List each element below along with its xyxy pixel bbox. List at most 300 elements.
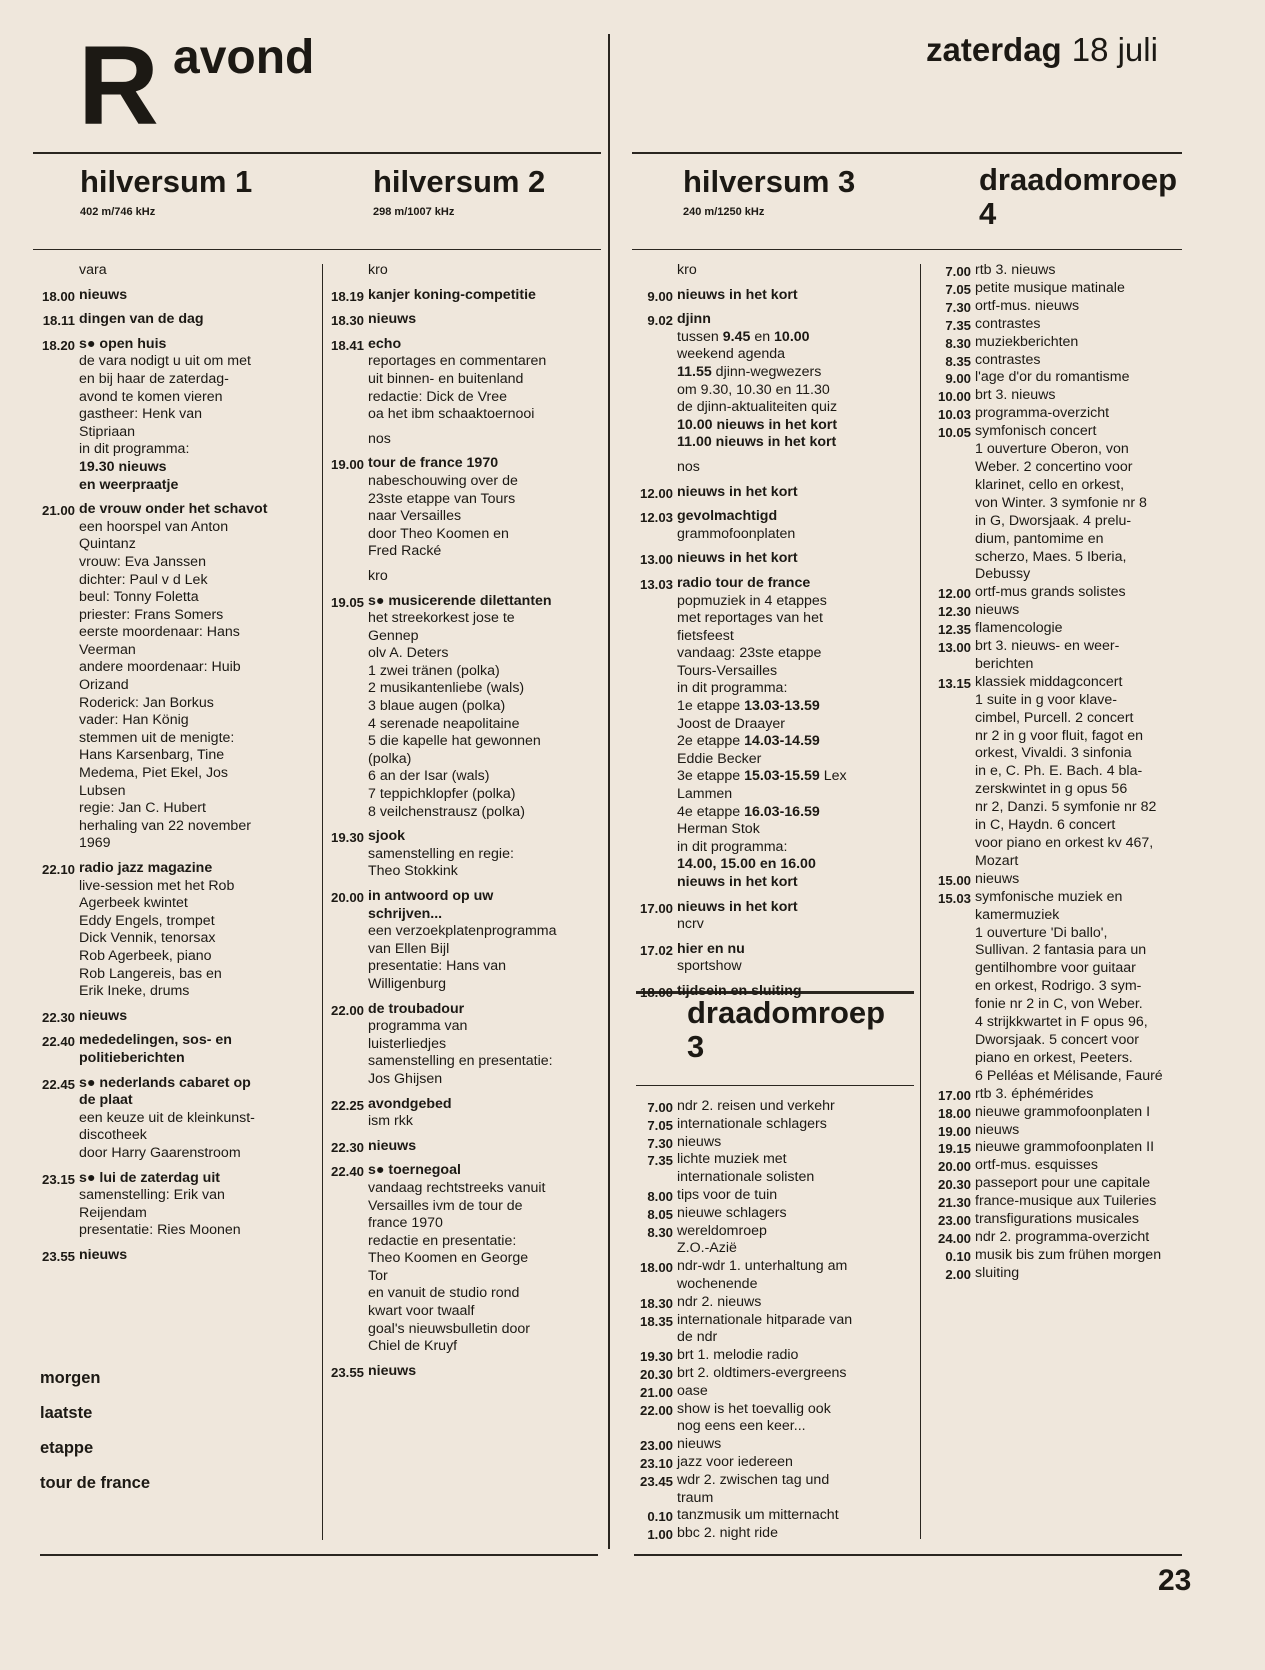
entry-line: priester: Frans Somers [79, 606, 224, 623]
program-title: nieuws in het kort [677, 550, 798, 567]
entry-line: flamencologie [975, 620, 1063, 637]
program-title: kanjer koning-competitie [368, 286, 536, 303]
program-title: tijdsein en sluiting [677, 982, 802, 999]
program-time: 20.00 [330, 890, 364, 905]
program-entry [929, 1211, 1187, 1229]
program-entry [929, 602, 1187, 620]
entry-line: discotheek [79, 1127, 147, 1144]
entry-line: jazz voor iedereen [677, 1453, 793, 1470]
entry-line: Willigenburg [368, 975, 447, 992]
teaser-line: morgen [40, 1369, 101, 1387]
h3-heading [683, 165, 855, 219]
section-title: avond [173, 31, 315, 84]
program-time: 9.02 [647, 313, 673, 329]
entry-line: Quintanz [79, 536, 136, 553]
entry-line: beul: Tonny Foletta [79, 589, 199, 606]
entry-line: de plaat [79, 1092, 133, 1109]
entry-line: france 1970 [368, 1215, 443, 1232]
program-time: 23.55 [41, 1248, 75, 1264]
entry-line: 3 blaue augen (polka) [368, 698, 506, 715]
program-time: 0.10 [647, 1509, 673, 1525]
entry-line: regie: Jan C. Hubert [79, 800, 206, 817]
program-entry [631, 1472, 921, 1508]
program-entry [631, 262, 916, 280]
station-name: hilversum 2 [373, 164, 546, 199]
program-title: tour de france 1970 [368, 455, 499, 472]
entry-line: Jos Ghijsen [368, 1070, 443, 1087]
entry-line: 5 die kapelle hat gewonnen [368, 733, 541, 750]
entry-line: popmuziek in 4 etappes [677, 592, 827, 609]
entry-line: en weerpraatje [79, 476, 179, 493]
entry-line: 1 ouverture 'Di ballo', [975, 924, 1108, 941]
program-time: 22.00 [330, 1002, 364, 1018]
program-time: 18.11 [42, 313, 75, 329]
entry-line: nieuws [975, 1121, 1020, 1138]
entry-line: redactie en presentatie: [368, 1232, 517, 1249]
entry-line: lichte muziek met [677, 1151, 787, 1168]
entry-line: luisterliedjes [368, 1035, 447, 1052]
station-name: hilversum 1 [80, 164, 253, 199]
program-entry [322, 568, 607, 586]
entry-line: oa het ibm schaaktoernooi [368, 406, 535, 423]
program-title: gevolmachtigd [677, 508, 778, 525]
entry-line: nieuwe grammofoonplaten II [975, 1139, 1155, 1156]
entry-line: schrijven... [368, 905, 443, 922]
entry-line: muziekberichten [975, 333, 1079, 350]
program-title: avondgebed [368, 1095, 452, 1112]
column-head-rule-left [33, 249, 601, 250]
program-entry [33, 1247, 315, 1265]
entry-line: 11.00 nieuws in het kort [677, 434, 837, 451]
entry-line: ism rkk [368, 1113, 413, 1130]
entry-line: 2 musikantenliebe (wals) [368, 680, 525, 697]
program-entry [631, 1151, 921, 1187]
entry-line: Hans Karsenbarg, Tine [79, 747, 225, 764]
program-time: 13.00 [639, 552, 673, 568]
program-time: 8.05 [647, 1206, 673, 1222]
entry-line: musik bis zum frühen morgen [975, 1246, 1162, 1263]
entry-line: contrastes [975, 351, 1041, 368]
entry-line: door Theo Koomen en [368, 525, 509, 542]
d3-heading [687, 996, 885, 1064]
program-entry [929, 280, 1187, 298]
entry-line: programma-overzicht [975, 405, 1110, 422]
entry-line: 1 suite in g voor klave- [975, 691, 1117, 708]
program-time: 13.03 [639, 576, 673, 592]
program-entry [322, 336, 607, 424]
program-time: 23.45 [639, 1473, 673, 1489]
program-title: s● lui de zaterdag uit [79, 1169, 221, 1186]
program-entry [929, 1104, 1187, 1122]
program-time: 17.02 [639, 942, 673, 958]
program-time: 18.20 [41, 337, 75, 353]
entry-line: Tor [368, 1267, 388, 1284]
entry-line: tanzmusik um mitternacht [677, 1507, 839, 1524]
entry-line: symfonische muziek en [975, 888, 1123, 905]
program-entry [631, 287, 916, 305]
entry-line: Eddie Becker [677, 750, 762, 767]
entry-line: 4 serenade neapolitaine [368, 715, 520, 732]
entry-line: nieuws [975, 602, 1020, 619]
entry-line: live-session met het Rob [79, 877, 235, 894]
entry-line: france-musique aux Tuileries [975, 1193, 1157, 1210]
program-title: echo [368, 335, 402, 352]
program-entry [929, 369, 1187, 387]
entry-line: avond te komen vieren [79, 388, 223, 405]
entry-line: presentatie: Ries Moonen [79, 1222, 241, 1239]
entry-line: dichter: Paul v d Lek [79, 571, 208, 588]
program-time: 22.40 [41, 1034, 75, 1050]
program-entry [631, 983, 916, 1001]
program-entry [322, 1096, 607, 1131]
program-title: in antwoord op uw [368, 888, 494, 904]
entry-line: 23ste etappe van Tours [368, 490, 516, 507]
entry-line: Dworsjaak. 5 concert voor [975, 1031, 1140, 1048]
program-title: radio tour de france [677, 574, 811, 591]
entry-line: ortf-mus. esquisses [975, 1157, 1098, 1174]
program-entry [33, 311, 315, 329]
program-entry [929, 1157, 1187, 1175]
program-time: 15.03 [937, 890, 971, 906]
program-entry [631, 1223, 921, 1259]
header-rule-left [33, 152, 601, 154]
entry-line: nieuwe schlagers [677, 1204, 787, 1221]
entry-line: 1 ouverture Oberon, von [975, 441, 1129, 458]
program-title: s● toernegoal [368, 1162, 461, 1179]
program-time: 17.00 [937, 1087, 971, 1103]
entry-line: wochenende [677, 1275, 758, 1292]
program-time: 18.41 [330, 337, 364, 353]
program-time: 15.00 [937, 872, 971, 888]
entry-line: Stipriaan [79, 423, 135, 440]
entry-line: Dick Vennik, tenorsax [79, 930, 216, 947]
entry-line: rtb 3. nieuws [975, 262, 1056, 278]
entry-line: Lubsen [79, 782, 126, 799]
program-time: 7.00 [647, 1100, 673, 1115]
program-entry [631, 1116, 921, 1134]
entry-line: Veerman [79, 641, 136, 658]
program-time: 7.00 [945, 264, 971, 279]
program-entry [929, 1175, 1187, 1193]
program-entry [33, 501, 315, 853]
entry-line: nieuws in het kort [677, 874, 798, 890]
program-time: 12.03 [639, 510, 673, 526]
entry-line: eerste moordenaar: Hans [79, 624, 240, 641]
entry-line: brt 2. oldtimers-evergreens [677, 1364, 847, 1381]
entry-line: fietsfeest [677, 627, 734, 644]
entry-line: cimbel, Purcell. 2 concert [975, 709, 1134, 726]
entry-line: zerskwintet in g opus 56 [975, 781, 1128, 798]
entry-line: 11.55 djinn-wegwezers [677, 363, 822, 380]
entry-line: het streekorkest jose te [368, 610, 515, 627]
entry-line: tips voor de tuin [677, 1186, 778, 1203]
program-entry [631, 1436, 921, 1454]
entry-line: Chiel de Kruyf [368, 1338, 458, 1355]
program-time: 20.00 [937, 1159, 971, 1175]
entry-line: petite musique matinale [975, 279, 1125, 296]
program-entry [929, 316, 1187, 334]
entry-line: 1969 [79, 835, 111, 852]
entry-line: 19.30 nieuws [79, 458, 167, 475]
entry-line: van Ellen Bijl [368, 940, 450, 957]
h3-schedule [631, 262, 916, 1001]
program-entry [631, 459, 916, 477]
entry-line: redactie: Dick de Vree [368, 388, 508, 405]
entry-line: Eddy Engels, trompet [79, 912, 215, 929]
program-entry [631, 1294, 921, 1312]
entry-line: ndr-wdr 1. unterhaltung am [677, 1258, 848, 1275]
entry-line: Weber. 2 concertino voor [975, 458, 1133, 475]
entry-line: Joost de Draayer [677, 715, 786, 732]
entry-line: programma van [368, 1018, 468, 1035]
entry-line: Agerbeek kwintet [79, 895, 188, 912]
station-name-line1: draadomroep [979, 162, 1178, 197]
program-entry [929, 1086, 1187, 1104]
footer-rule-right [634, 1554, 1182, 1556]
entry-line: tussen 9.45 en 10.00 [677, 328, 810, 345]
entry-line: nog eens een keer... [677, 1418, 806, 1435]
program-time: 8.00 [647, 1188, 673, 1204]
program-entry [33, 262, 315, 280]
program-time: 8.35 [945, 353, 971, 369]
entry-line: fonie nr 2 in C, von Weber. [975, 996, 1143, 1013]
h1-heading [80, 165, 252, 219]
program-time: 10.05 [937, 425, 971, 441]
entry-line: Gennep [368, 627, 419, 644]
station-name: hilversum 3 [683, 164, 856, 199]
program-title: nieuws [368, 1362, 417, 1379]
program-entry [929, 584, 1187, 602]
entry-line: en bij haar de zaterdag- [79, 370, 229, 387]
entry-line: sluiting [975, 1264, 1020, 1281]
program-time: 23.55 [330, 1364, 364, 1380]
program-entry [33, 287, 315, 305]
h2-schedule [322, 262, 607, 1380]
program-time: 12.30 [937, 604, 971, 620]
entry-line: oase [677, 1382, 708, 1399]
program-entry [631, 484, 916, 502]
entry-line: show is het toevallig ook [677, 1400, 831, 1417]
entry-line: kro [677, 262, 697, 278]
entry-line: grammofoonplaten [677, 525, 796, 542]
program-entry [929, 1247, 1187, 1265]
program-entry [631, 1454, 921, 1472]
program-time: 22.00 [639, 1402, 673, 1418]
program-time: 19.00 [330, 457, 364, 473]
entry-line: samenstelling en regie: [368, 845, 514, 862]
program-title: s● open huis [79, 335, 167, 352]
entry-line: piano en orkest, Peeters. [975, 1049, 1133, 1066]
entry-line: ndr 2. reisen und verkehr [677, 1098, 835, 1114]
entry-line: berichten [975, 655, 1034, 672]
entry-line: Reijendam [79, 1204, 147, 1221]
program-entry [322, 1138, 607, 1156]
entry-line: klarinet, cello en orkest, [975, 476, 1125, 493]
entry-line: in G, Dworsjaak. 4 prelu- [975, 512, 1132, 529]
entry-line: de djinn-aktualiteiten quiz [677, 399, 838, 416]
program-time: 2.00 [945, 1266, 971, 1282]
program-entry [631, 550, 916, 568]
entry-line: Fred Racké [368, 543, 442, 560]
entry-line: een verzoekplatenprogramma [368, 923, 557, 940]
program-entry [631, 1383, 921, 1401]
program-entry [929, 1265, 1187, 1283]
program-time: 23.10 [639, 1455, 673, 1471]
footer-rule-left [40, 1554, 598, 1556]
teaser-line: laatste [40, 1404, 93, 1422]
program-entry [631, 1134, 921, 1152]
program-time: 7.05 [945, 281, 971, 297]
entry-line: ortf-mus. nieuws [975, 297, 1080, 314]
program-title: de vrouw onder het schavot [79, 501, 268, 518]
program-time: 23.15 [41, 1171, 75, 1187]
entry-line: contrastes [975, 315, 1041, 332]
entry-line: Tours-Versailles [677, 662, 778, 679]
entry-line: een keuze uit de kleinkunst- [79, 1109, 255, 1126]
entry-line: scherzo, Maes. 5 Iberia, [975, 548, 1127, 565]
entry-line: traum [677, 1489, 714, 1506]
entry-line: nieuwe grammofoonplaten I [975, 1103, 1151, 1120]
entry-line: kro [368, 262, 388, 278]
program-title: nieuws in het kort [677, 483, 798, 500]
program-entry [33, 336, 315, 494]
program-time: 10.03 [937, 407, 971, 423]
entry-line: gastheer: Henk van [79, 406, 203, 423]
entry-line: vandaag: 23ste etappe [677, 645, 822, 662]
entry-line: internationale schlagers [677, 1115, 827, 1132]
entry-line: voor piano en orkest kv 467, [975, 835, 1154, 851]
program-time: 23.00 [639, 1438, 673, 1454]
entry-line: nieuws [975, 870, 1020, 887]
program-title: s● musicerende dilettanten [368, 592, 552, 609]
entry-line: samenstelling: Erik van [79, 1187, 225, 1204]
entry-line: ncrv [677, 916, 704, 933]
program-title: nieuws [79, 1246, 128, 1263]
entry-line: de vara nodigt u uit om met [79, 353, 251, 370]
station-frequency: 240 m/1250 kHz [683, 206, 765, 218]
program-entry [322, 455, 607, 561]
program-entry [929, 1229, 1187, 1247]
program-time: 17.00 [639, 900, 673, 916]
program-entry [631, 1525, 921, 1543]
program-entry [631, 311, 916, 452]
entry-line: samenstelling en presentatie: [368, 1053, 553, 1070]
program-title: nieuws [79, 286, 128, 303]
program-time: 18.30 [639, 1295, 673, 1311]
entry-line: ortf-mus grands solistes [975, 584, 1126, 601]
entry-line: vandaag rechtstreeks vanuit [368, 1179, 546, 1196]
entry-line: ndr 2. programma-overzicht [975, 1228, 1150, 1245]
entry-line: 3e etappe 15.03-15.59 Lex [677, 768, 847, 785]
program-time: 20.30 [937, 1177, 971, 1193]
program-time: 19.30 [639, 1349, 673, 1365]
program-time: 7.30 [945, 299, 971, 315]
entry-line: in dit programma: [677, 838, 788, 855]
program-entry [33, 1170, 315, 1240]
program-entry [631, 508, 916, 543]
entry-line: vrouw: Eva Janssen [79, 553, 206, 570]
program-entry [929, 262, 1187, 280]
program-time: 21.00 [639, 1384, 673, 1400]
program-entry [929, 1122, 1187, 1140]
program-entry [631, 1312, 921, 1348]
entry-line: rtb 3. éphémérides [975, 1085, 1094, 1102]
program-entry [322, 828, 607, 881]
program-time: 22.25 [330, 1097, 364, 1113]
entry-line: Rob Langereis, bas en [79, 965, 222, 982]
program-entry [929, 620, 1187, 638]
program-entry [929, 387, 1187, 405]
program-entry [631, 1258, 921, 1294]
program-entry [929, 334, 1187, 352]
program-title: nieuws [368, 1137, 417, 1154]
entry-line: politieberichten [79, 1049, 185, 1066]
d3-section-rule-bottom [636, 1085, 914, 1086]
entry-line: klassiek middagconcert [975, 673, 1123, 690]
program-time: 22.45 [41, 1076, 75, 1092]
program-entry [631, 1347, 921, 1365]
program-time: 18.30 [330, 313, 364, 329]
program-time: 19.00 [937, 1123, 971, 1139]
entry-line: vader: Han König [79, 712, 189, 729]
teaser-line: etappe [40, 1439, 94, 1457]
program-entry [33, 1075, 315, 1163]
program-time: 10.00 [937, 389, 971, 405]
entry-line: in dit programma: [677, 680, 788, 697]
weekday: zaterdag [926, 31, 1062, 68]
entry-line: 6 an der Isar (wals) [368, 768, 490, 785]
entry-line: wereldomroep [677, 1222, 767, 1239]
entry-line: met reportages van het [677, 610, 823, 627]
program-time: 13.00 [937, 640, 971, 656]
program-time: 22.30 [330, 1139, 364, 1155]
entry-line: 6 Pelléas et Mélisande, Fauré [975, 1067, 1163, 1084]
entry-line: Herman Stok [677, 821, 760, 838]
entry-line: een hoorspel van Anton [79, 518, 229, 535]
program-time: 7.30 [647, 1135, 673, 1151]
entry-line: weekend agenda [677, 346, 786, 363]
entry-line: nieuws [677, 1133, 722, 1150]
program-title: s● nederlands cabaret op [79, 1074, 251, 1091]
program-time: 12.00 [639, 485, 673, 501]
entry-line: om 9.30, 10.30 en 11.30 [677, 381, 830, 398]
program-title: dingen van de dag [79, 311, 204, 328]
entry-line: Lammen [677, 786, 733, 803]
entry-line: kro [368, 567, 388, 584]
program-time: 7.35 [647, 1153, 673, 1169]
program-time: 19.15 [937, 1141, 971, 1157]
program-time: 22.10 [41, 862, 75, 877]
program-entry [929, 674, 1187, 871]
d4-heading [979, 163, 1177, 231]
program-time: 18.00 [639, 1260, 673, 1276]
program-entry [322, 311, 607, 329]
program-time: 21.00 [41, 503, 75, 519]
entry-line: vara [79, 262, 107, 278]
station-name-line2: 3 [687, 1029, 705, 1064]
program-entry [631, 1507, 921, 1525]
program-entry [631, 1365, 921, 1383]
entry-line: de ndr [677, 1329, 718, 1346]
entry-line: kamermuziek [975, 906, 1060, 923]
program-entry [631, 941, 916, 976]
entry-line: Debussy [975, 566, 1031, 583]
entry-line: dium, pantomime en [975, 530, 1104, 547]
entry-line: Theo Stokkink [368, 863, 458, 880]
program-time: 9.00 [647, 288, 673, 304]
entry-line: orkest, Vivaldi. 3 sinfonia [975, 745, 1132, 762]
entry-line: 7 teppichklopfer (polka) [368, 786, 516, 803]
